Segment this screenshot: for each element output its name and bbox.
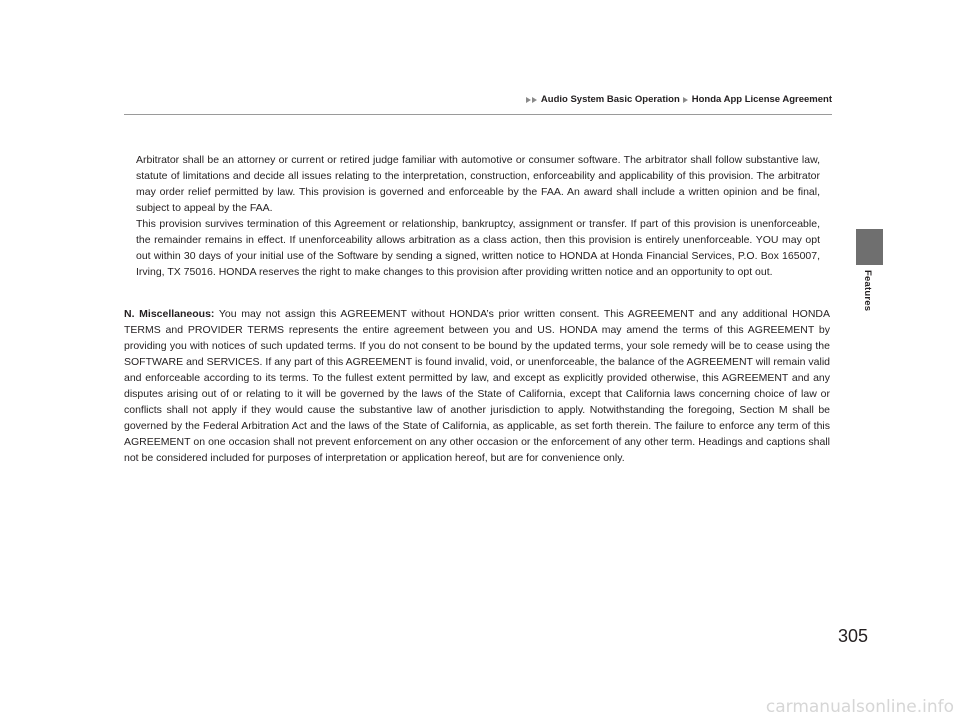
paragraph-provision-survives: This provision survives termination of this Agreement or relationship, bankruptcy, assignment or transfer. If part of this provision is unenforceable, the remainder remains in effect. If unenforceability allows arbitration as a class action, then this provision is entirely unenforceable. YOU may opt out within 30 days of your initial use of the Software by sending a signed, written notice to HONDA at Honda Financial Services, P.O. Box 165007, Irving, TX 75016. HONDA reserves the right to make changes to this provision after providing written notice and an opportunity to opt out. <box>136 218 820 278</box>
paragraph-arbitrator: Arbitrator shall be an attorney or current or retired judge familiar with automotive or consumer software. The arbitrator shall follow substantive law, statute of limitations and decide all issues relating to the interpretation, construction, enforceability and applicability of this provision. The arbitrator may order relief permitted by law. This provision is governed and enforceable by the FAA. An award shall include a written opinion and be final, subject to appeal by the FAA. <box>136 154 820 214</box>
section-tab-label: Features <box>862 270 873 312</box>
page-number: 305 <box>837 626 868 646</box>
header-divider <box>124 114 832 115</box>
breadcrumb-section[interactable]: Audio System Basic Operation <box>540 94 680 105</box>
section-tab-marker <box>856 229 883 265</box>
breadcrumb-arrow-icon <box>526 97 538 103</box>
miscellaneous-body: You may not assign this AGREEMENT without HONDA’s prior written consent. This AGREEMENT and any additional HONDA TERMS and PROVIDER TERMS represents the entire agreement between you and US. HONDA may amend the terms of this AGREEMENT by providing you with notices of such updated terms. If you do not consent to be bound by the updated terms, your sole remedy will be to cease using the SOFTWARE and SERVICES. If any part of this AGREEMENT is found invalid, void, or unenforceable, the balance of the AGREEMENT will remain valid and enforceable according to its terms. To the fullest extent permitted by law, and except as explicitly provided otherwise, this AGREEMENT and any disputes arising out of or relating to it will be governed by the laws of the State of California, except that California laws concerning choice of law or conflicts shall not apply if they would cause the substantive law of another jurisdiction to apply. Notwithstanding the foregoing, Section M shall be governed by the Federal Arbitration Act and the laws of the State of California, as applicable, as set forth therein. The failure to enforce any term of this AGREEMENT on one occasion shall not prevent enforcement on any other occasion or the enforcement of any other term. Headings and captions shall not be considered included for purposes of interpretation or application hereof, but are for convenience only. <box>124 308 830 464</box>
watermark: carmanualsonline.info <box>765 697 954 717</box>
breadcrumb <box>526 94 832 105</box>
breadcrumb-arrow-icon <box>683 97 689 103</box>
breadcrumb-page[interactable]: Honda App License Agreement <box>691 94 832 105</box>
paragraph-miscellaneous <box>124 306 830 466</box>
miscellaneous-heading: N. Miscellaneous: <box>124 308 215 320</box>
